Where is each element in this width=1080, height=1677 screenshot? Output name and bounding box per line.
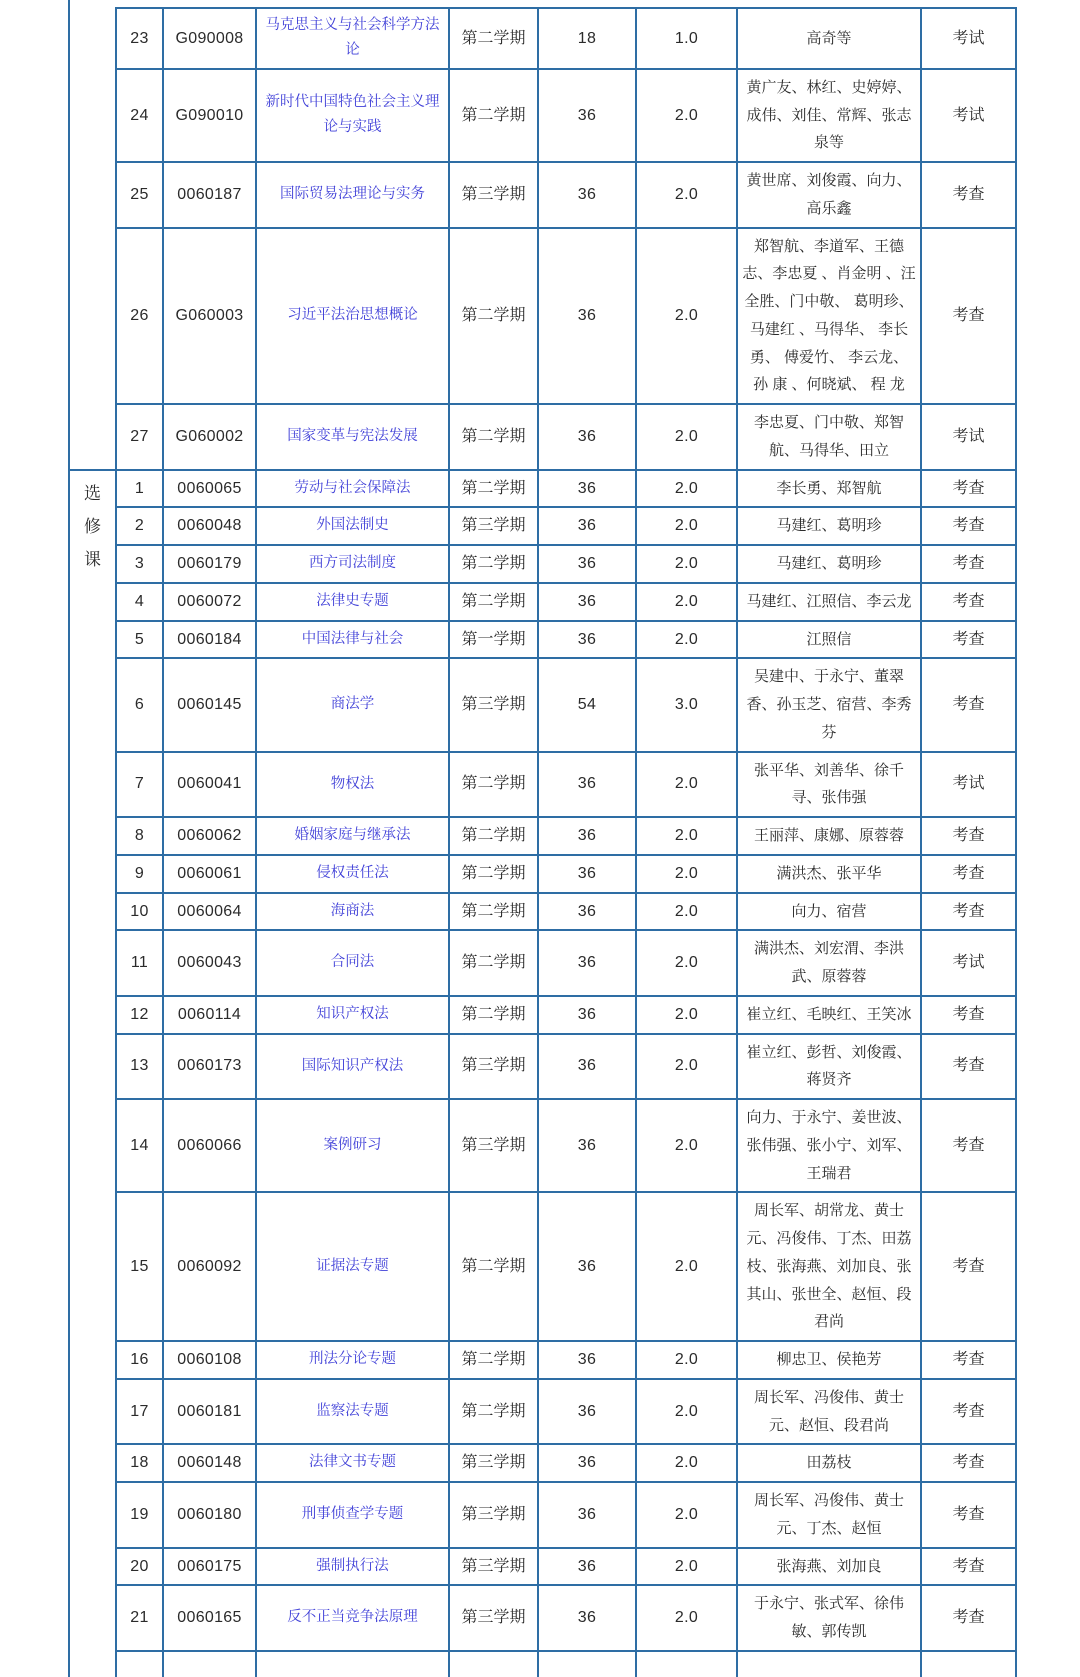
cell-semester: 第二学期	[449, 404, 538, 470]
cell-hours: 36	[538, 228, 636, 405]
category-cell	[69, 470, 116, 1677]
cell-course-name: 知识产权法	[256, 996, 449, 1034]
cell-code: 0060179	[163, 545, 256, 583]
cell-course-name: 国家变革与宪法发展	[256, 404, 449, 470]
cell-credits: 2.0	[636, 545, 737, 583]
cell-code: 0060108	[163, 1341, 256, 1379]
cell-hours: 36	[538, 1482, 636, 1548]
cell-assessment: 考查	[921, 621, 1016, 659]
cell-course-name: 马克思主义与社会科学方法论	[256, 8, 449, 69]
cell-hours: 36	[538, 752, 636, 818]
cell-teachers: 张平华、刘善华、徐千寻、张伟强	[737, 752, 921, 818]
cell-assessment: 考查	[921, 545, 1016, 583]
cell-credits: 2.0	[636, 1548, 737, 1586]
cell-code: 0060148	[163, 1444, 256, 1482]
cell-teachers: 黄广友、林红、史婷婷、成伟、刘佳、常辉、张志泉等	[737, 69, 921, 162]
cell-assessment: 考查	[921, 1585, 1016, 1651]
table-row	[69, 1444, 1016, 1482]
empty-cell	[256, 1651, 449, 1677]
table-row	[69, 893, 1016, 931]
table-row	[69, 658, 1016, 751]
cell-teachers: 满洪杰、张平华	[737, 855, 921, 893]
cell-no: 15	[116, 1192, 163, 1341]
cell-code: G090008	[163, 8, 256, 69]
cell-no: 14	[116, 1099, 163, 1192]
cell-hours: 36	[538, 1444, 636, 1482]
cell-credits: 2.0	[636, 1341, 737, 1379]
cell-code: 0060181	[163, 1379, 256, 1445]
cell-assessment: 考查	[921, 996, 1016, 1034]
cell-semester: 第三学期	[449, 507, 538, 545]
cell-code: 0060066	[163, 1099, 256, 1192]
cell-semester: 第三学期	[449, 1444, 538, 1482]
cell-credits: 2.0	[636, 930, 737, 996]
cell-course-name: 反不正当竞争法原理	[256, 1585, 449, 1651]
cell-semester: 第三学期	[449, 162, 538, 228]
cell-code: 0060145	[163, 658, 256, 751]
cell-no: 16	[116, 1341, 163, 1379]
cell-assessment: 考查	[921, 1379, 1016, 1445]
cell-no: 12	[116, 996, 163, 1034]
cell-semester: 第二学期	[449, 996, 538, 1034]
cell-semester: 第三学期	[449, 1482, 538, 1548]
cell-semester: 第二学期	[449, 228, 538, 405]
cell-semester: 第三学期	[449, 1099, 538, 1192]
cell-semester: 第三学期	[449, 1548, 538, 1586]
category-char: 课	[84, 550, 101, 570]
table-row	[69, 1548, 1016, 1586]
cell-hours: 36	[538, 1192, 636, 1341]
cell-no: 27	[116, 404, 163, 470]
cell-course-name: 证据法专题	[256, 1192, 449, 1341]
cell-no: 25	[116, 162, 163, 228]
table-row	[69, 1585, 1016, 1651]
cell-semester: 第二学期	[449, 752, 538, 818]
cell-credits: 2.0	[636, 621, 737, 659]
cell-hours: 36	[538, 996, 636, 1034]
cell-assessment: 考试	[921, 752, 1016, 818]
cell-teachers: 向力、宿营	[737, 893, 921, 931]
cell-code: 0060173	[163, 1034, 256, 1100]
cell-course-name: 新时代中国特色社会主义理论与实践	[256, 69, 449, 162]
cell-credits: 2.0	[636, 507, 737, 545]
cell-assessment: 考查	[921, 1034, 1016, 1100]
cell-no: 1	[116, 470, 163, 508]
cell-hours: 36	[538, 855, 636, 893]
cell-assessment: 考查	[921, 893, 1016, 931]
cell-teachers: 马建红、江照信、李云龙	[737, 583, 921, 621]
cell-credits: 2.0	[636, 996, 737, 1034]
cell-no: 9	[116, 855, 163, 893]
cell-no: 13	[116, 1034, 163, 1100]
cell-teachers: 柳忠卫、侯艳芳	[737, 1341, 921, 1379]
cell-credits: 2.0	[636, 893, 737, 931]
cell-no: 17	[116, 1379, 163, 1445]
cell-credits: 2.0	[636, 1585, 737, 1651]
cell-assessment: 考查	[921, 1341, 1016, 1379]
cell-teachers: 崔立红、毛映红、王笑冰	[737, 996, 921, 1034]
cell-course-name: 中国法律与社会	[256, 621, 449, 659]
cell-teachers: 高奇等	[737, 8, 921, 69]
table-row	[69, 1099, 1016, 1192]
cell-semester: 第二学期	[449, 930, 538, 996]
cell-credits: 2.0	[636, 1482, 737, 1548]
cell-semester: 第二学期	[449, 8, 538, 69]
cell-teachers: 黄世席、刘俊霞、向力、高乐鑫	[737, 162, 921, 228]
cell-assessment: 考试	[921, 930, 1016, 996]
cell-course-name: 习近平法治思想概论	[256, 228, 449, 405]
cell-hours: 36	[538, 1585, 636, 1651]
cell-code: 0060065	[163, 470, 256, 508]
cell-code: 0060041	[163, 752, 256, 818]
cell-hours: 36	[538, 1379, 636, 1445]
table-row	[69, 930, 1016, 996]
cell-course-name: 国际贸易法理论与实务	[256, 162, 449, 228]
cell-teachers: 王丽萍、康娜、原蓉蓉	[737, 817, 921, 855]
cell-teachers: 江照信	[737, 621, 921, 659]
cell-code: 0060184	[163, 621, 256, 659]
cell-hours: 36	[538, 817, 636, 855]
table-row	[69, 228, 1016, 405]
cell-credits: 1.0	[636, 8, 737, 69]
cell-code: 0060114	[163, 996, 256, 1034]
empty-cell	[538, 1651, 636, 1677]
cell-teachers: 于永宁、张式军、徐伟敏、郭传凯	[737, 1585, 921, 1651]
cell-code: 0060043	[163, 930, 256, 996]
cell-teachers: 李长勇、郑智航	[737, 470, 921, 508]
cell-no: 19	[116, 1482, 163, 1548]
cell-semester: 第二学期	[449, 855, 538, 893]
table-row	[69, 583, 1016, 621]
cell-credits: 2.0	[636, 1099, 737, 1192]
table-row	[69, 752, 1016, 818]
cell-hours: 36	[538, 1548, 636, 1586]
cell-teachers: 向力、于永宁、姜世波、张伟强、张小宁、刘军、王瑞君	[737, 1099, 921, 1192]
cell-assessment: 考查	[921, 658, 1016, 751]
cell-course-name: 强制执行法	[256, 1548, 449, 1586]
cell-assessment: 考查	[921, 162, 1016, 228]
cell-assessment: 考查	[921, 1192, 1016, 1341]
cell-hours: 36	[538, 893, 636, 931]
cell-code: 0060175	[163, 1548, 256, 1586]
cell-assessment: 考查	[921, 1099, 1016, 1192]
empty-cell	[921, 1651, 1016, 1677]
cell-hours: 36	[538, 69, 636, 162]
cell-hours: 36	[538, 470, 636, 508]
cell-teachers: 李忠夏、门中敬、郑智航、马得华、田立	[737, 404, 921, 470]
cell-hours: 36	[538, 621, 636, 659]
cell-semester: 第二学期	[449, 1379, 538, 1445]
cell-course-name: 刑法分论专题	[256, 1341, 449, 1379]
cell-credits: 2.0	[636, 162, 737, 228]
partial-row-cutoff	[69, 1651, 1016, 1677]
cell-code: G060003	[163, 228, 256, 405]
cell-hours: 36	[538, 162, 636, 228]
cell-course-name: 侵权责任法	[256, 855, 449, 893]
empty-cell	[449, 1651, 538, 1677]
cell-code: 0060061	[163, 855, 256, 893]
cell-credits: 2.0	[636, 1444, 737, 1482]
empty-cell	[163, 1651, 256, 1677]
cell-no: 8	[116, 817, 163, 855]
table-row	[69, 545, 1016, 583]
cell-code: 0060180	[163, 1482, 256, 1548]
cell-teachers: 田荔枝	[737, 1444, 921, 1482]
table-row	[69, 817, 1016, 855]
cell-no: 26	[116, 228, 163, 405]
cell-course-name: 监察法专题	[256, 1379, 449, 1445]
cell-teachers: 吴建中、于永宁、董翠香、孙玉芝、宿营、李秀芬	[737, 658, 921, 751]
cell-semester: 第三学期	[449, 1034, 538, 1100]
cell-course-name: 海商法	[256, 893, 449, 931]
course-table	[68, 7, 1017, 1677]
cell-assessment: 考查	[921, 507, 1016, 545]
table-row	[69, 1379, 1016, 1445]
table-row	[69, 404, 1016, 470]
cell-no: 10	[116, 893, 163, 931]
table-row	[69, 996, 1016, 1034]
table-row	[69, 1482, 1016, 1548]
cell-credits: 2.0	[636, 752, 737, 818]
cell-assessment: 考查	[921, 1548, 1016, 1586]
table-row	[69, 1341, 1016, 1379]
cell-no: 23	[116, 8, 163, 69]
cell-course-name: 西方司法制度	[256, 545, 449, 583]
cell-no: 6	[116, 658, 163, 751]
cell-course-name: 商法学	[256, 658, 449, 751]
table-row	[69, 1034, 1016, 1100]
table-row	[69, 507, 1016, 545]
cell-hours: 36	[538, 1099, 636, 1192]
cell-code: 0060072	[163, 583, 256, 621]
cell-course-name: 法律文书专题	[256, 1444, 449, 1482]
cell-semester: 第二学期	[449, 583, 538, 621]
cell-semester: 第二学期	[449, 1192, 538, 1341]
cell-hours: 36	[538, 545, 636, 583]
cell-assessment: 考查	[921, 228, 1016, 405]
cell-credits: 2.0	[636, 470, 737, 508]
cell-code: G060002	[163, 404, 256, 470]
cell-code: 0060165	[163, 1585, 256, 1651]
cell-no: 18	[116, 1444, 163, 1482]
table-row	[69, 162, 1016, 228]
cell-credits: 2.0	[636, 1192, 737, 1341]
cell-teachers: 郑智航、李道军、王德志、李忠夏 、肖金明 、汪全胜、门中敬、 葛明珍、 马建红 、马得华、 李长勇、 傅爱竹、 李云龙、 孙 康 、何晓斌、 程 龙	[737, 228, 921, 405]
cell-course-name: 刑事侦查学专题	[256, 1482, 449, 1548]
table-row	[69, 69, 1016, 162]
cell-teachers: 马建红、葛明珍	[737, 507, 921, 545]
cell-no: 4	[116, 583, 163, 621]
cell-credits: 2.0	[636, 583, 737, 621]
cell-assessment: 考试	[921, 8, 1016, 69]
cell-teachers: 崔立红、彭哲、刘俊霞、蒋贤齐	[737, 1034, 921, 1100]
cell-course-name: 劳动与社会保障法	[256, 470, 449, 508]
cell-teachers: 马建红、葛明珍	[737, 545, 921, 583]
cell-semester: 第二学期	[449, 69, 538, 162]
cell-assessment: 考查	[921, 1444, 1016, 1482]
cell-semester: 第三学期	[449, 658, 538, 751]
cell-hours: 18	[538, 8, 636, 69]
cell-no: 21	[116, 1585, 163, 1651]
empty-cell	[636, 1651, 737, 1677]
cell-course-name: 婚姻家庭与继承法	[256, 817, 449, 855]
cell-code: 0060062	[163, 817, 256, 855]
cell-no: 11	[116, 930, 163, 996]
cell-hours: 36	[538, 1034, 636, 1100]
cell-assessment: 考试	[921, 69, 1016, 162]
cell-credits: 2.0	[636, 1034, 737, 1100]
category-cell	[69, 8, 116, 470]
cell-hours: 36	[538, 404, 636, 470]
empty-cell	[116, 1651, 163, 1677]
cell-credits: 2.0	[636, 855, 737, 893]
cell-no: 3	[116, 545, 163, 583]
cell-no: 5	[116, 621, 163, 659]
cell-course-name: 法律史专题	[256, 583, 449, 621]
cell-teachers: 张海燕、刘加良	[737, 1548, 921, 1586]
table-row	[69, 1192, 1016, 1341]
cell-semester: 第二学期	[449, 545, 538, 583]
cell-no: 24	[116, 69, 163, 162]
cell-course-name: 合同法	[256, 930, 449, 996]
cell-assessment: 考查	[921, 470, 1016, 508]
cell-no: 20	[116, 1548, 163, 1586]
cell-teachers: 周长军、胡常龙、黄士元、冯俊伟、丁杰、田荔枝、张海燕、刘加良、张其山、张世全、赵恒、段君尚	[737, 1192, 921, 1341]
cell-assessment: 考试	[921, 404, 1016, 470]
cell-course-name: 国际知识产权法	[256, 1034, 449, 1100]
table-row	[69, 621, 1016, 659]
cell-code: 0060092	[163, 1192, 256, 1341]
cell-course-name: 外国法制史	[256, 507, 449, 545]
table-row	[69, 8, 1016, 69]
cell-hours: 36	[538, 583, 636, 621]
cell-semester: 第一学期	[449, 621, 538, 659]
cell-hours: 36	[538, 1341, 636, 1379]
cell-credits: 2.0	[636, 1379, 737, 1445]
cell-no: 7	[116, 752, 163, 818]
cell-code: G090010	[163, 69, 256, 162]
table-row	[69, 855, 1016, 893]
cell-code: 0060048	[163, 507, 256, 545]
cell-semester: 第二学期	[449, 893, 538, 931]
cell-hours: 36	[538, 507, 636, 545]
cell-course-name: 物权法	[256, 752, 449, 818]
cell-assessment: 考查	[921, 583, 1016, 621]
cell-semester: 第二学期	[449, 817, 538, 855]
cell-hours: 54	[538, 658, 636, 751]
cell-assessment: 考查	[921, 855, 1016, 893]
category-char: 修	[84, 516, 101, 536]
cell-assessment: 考查	[921, 817, 1016, 855]
cell-course-name: 案例研习	[256, 1099, 449, 1192]
cell-teachers: 周长军、冯俊伟、黄士元、丁杰、赵恒	[737, 1482, 921, 1548]
category-char: 选	[84, 483, 101, 503]
cell-semester: 第二学期	[449, 1341, 538, 1379]
cell-assessment: 考查	[921, 1482, 1016, 1548]
table-row	[69, 470, 1016, 508]
cell-credits: 3.0	[636, 658, 737, 751]
cell-teachers: 周长军、冯俊伟、黄士元、赵恒、段君尚	[737, 1379, 921, 1445]
cell-code: 0060064	[163, 893, 256, 931]
cell-credits: 2.0	[636, 817, 737, 855]
cell-hours: 36	[538, 930, 636, 996]
cell-credits: 2.0	[636, 69, 737, 162]
cell-teachers: 满洪杰、刘宏渭、李洪武、原蓉蓉	[737, 930, 921, 996]
cell-code: 0060187	[163, 162, 256, 228]
empty-cell	[737, 1651, 921, 1677]
cell-credits: 2.0	[636, 404, 737, 470]
cell-semester: 第三学期	[449, 1585, 538, 1651]
cell-credits: 2.0	[636, 228, 737, 405]
cell-no: 2	[116, 507, 163, 545]
cell-semester: 第二学期	[449, 470, 538, 508]
